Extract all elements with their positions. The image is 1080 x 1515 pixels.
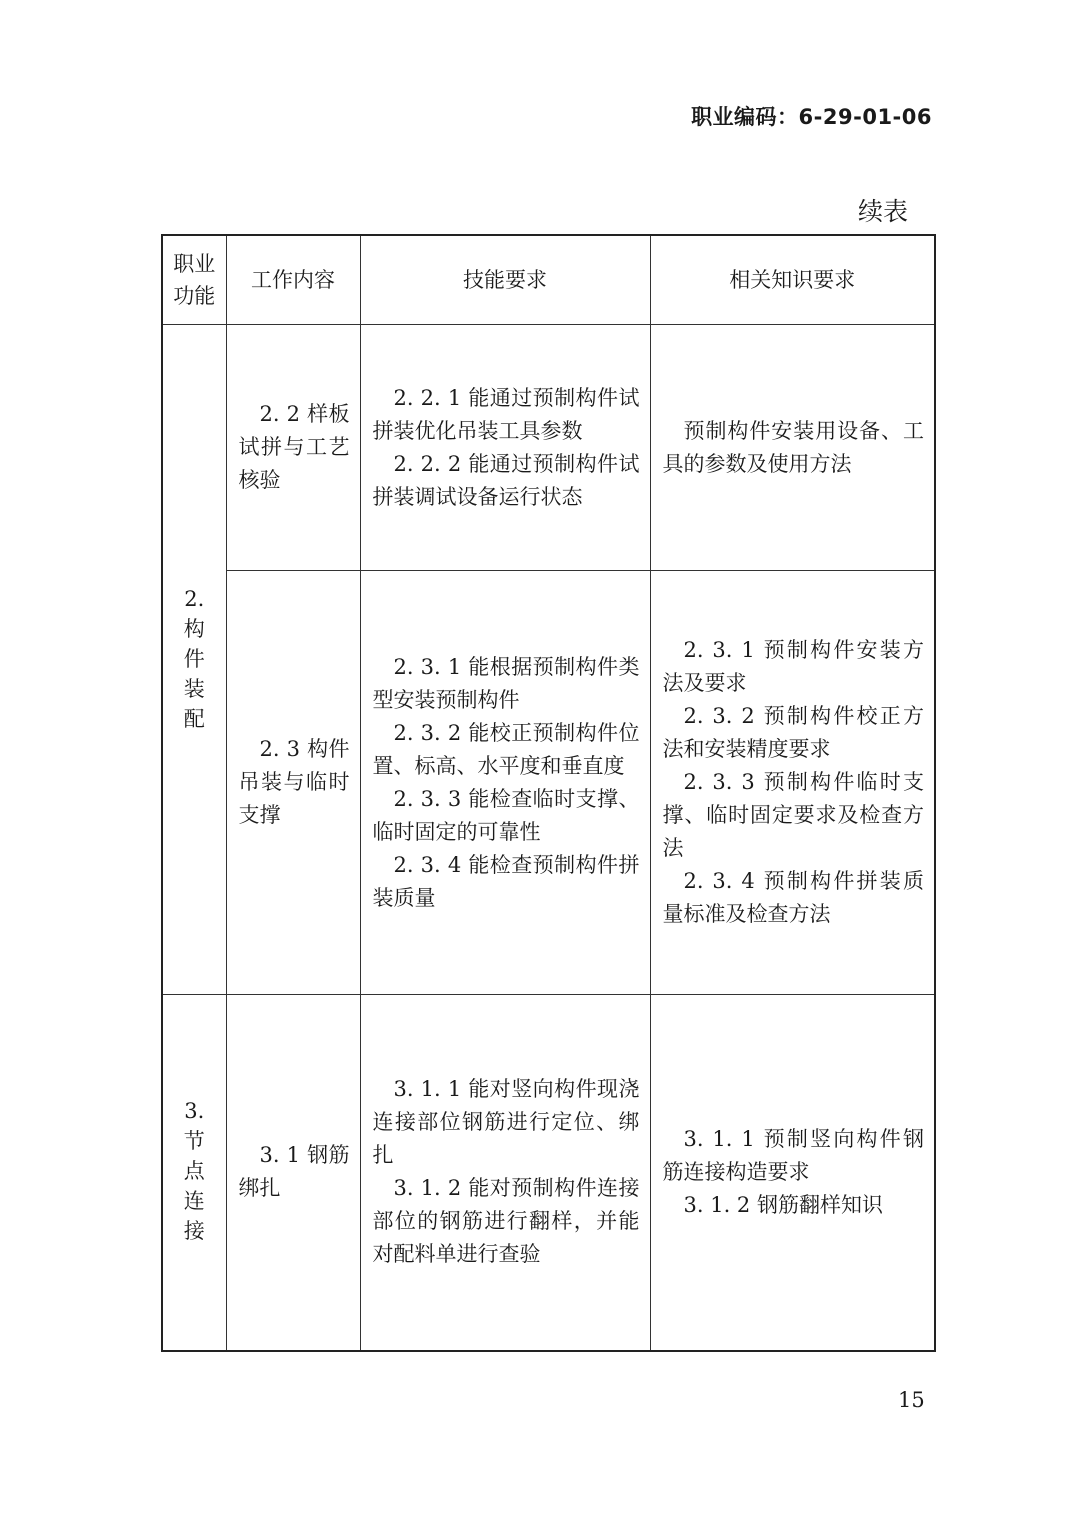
knowledge-item: 2. 3. 4 预制构件拼装质量标准及检查方法 — [662, 869, 924, 926]
content-text: 3. 1 钢筋绑扎 — [238, 1143, 350, 1201]
skills-cell — [360, 325, 650, 571]
skill-item: 3. 1. 1 能对竖向构件现浇连接部位钢筋进行定位、绑扎 — [372, 1077, 640, 1168]
skill-item: 2. 2. 2 能通过预制构件试拼装调试设备运行状态 — [372, 451, 640, 509]
skill-item: 2. 3. 2 能校正预制构件位置、标高、水平度和垂直度 — [372, 720, 640, 778]
continued-label: 续表 — [857, 197, 908, 226]
skill-item: 3. 1. 2 能对预制构件连接部位的钢筋进行翻样，并能对配料单进行查验 — [372, 1176, 640, 1267]
content-text: 2. 2 样板试拼与工艺核验 — [238, 402, 350, 492]
knowledge-item: 2. 3. 3 预制构件临时支撑、临时固定要求及检查方法 — [662, 770, 924, 860]
content-text: 2. 3 构件吊装与临时支撑 — [238, 737, 350, 827]
table-row — [162, 995, 935, 1351]
knowledge-cell — [650, 571, 935, 995]
table-header-row — [162, 235, 935, 325]
skill-item: 2. 2. 1 能通过预制构件试拼装优化吊装工具参数 — [372, 385, 640, 443]
skill-item: 2. 3. 1 能根据预制构件类型安装预制构件 — [372, 654, 640, 712]
function-cell — [162, 995, 226, 1351]
knowledge-cell — [650, 325, 935, 571]
function-label: 2. 构 件 装 配 — [183, 586, 205, 731]
knowledge-cell — [650, 995, 935, 1351]
function-label: 3. 节 点 连 接 — [183, 1099, 205, 1244]
content-cell — [226, 571, 360, 995]
header-content: 工作内容 — [226, 235, 360, 325]
knowledge-item: 预制构件安装用设备、工具的参数及使用方法 — [662, 418, 924, 476]
header-knowledge: 相关知识要求 — [650, 235, 935, 325]
content-cell — [226, 995, 360, 1351]
table-row — [162, 325, 935, 571]
skill-item: 2. 3. 3 能检查临时支撑、临时固定的可靠性 — [372, 786, 640, 844]
header-skills: 技能要求 — [360, 235, 650, 325]
knowledge-item: 2. 3. 1 预制构件安装方法及要求 — [662, 638, 924, 695]
page-number: 15 — [898, 1388, 925, 1412]
header-function — [162, 235, 226, 325]
occupation-code: 职业编码：6-29-01-06 — [691, 105, 932, 129]
knowledge-item: 3. 1. 1 预制竖向构件钢筋连接构造要求 — [662, 1126, 924, 1184]
requirements-table — [161, 234, 936, 1352]
skills-cell — [360, 995, 650, 1351]
function-cell — [162, 325, 226, 995]
skill-item: 2. 3. 4 能检查预制构件拼装质量 — [372, 852, 640, 910]
skills-cell — [360, 571, 650, 995]
knowledge-item: 3. 1. 2 钢筋翻样知识 — [683, 1192, 883, 1217]
content-cell — [226, 325, 360, 571]
header-function-label: 职业 功能 — [173, 251, 216, 308]
knowledge-item: 2. 3. 2 预制构件校正方法和安装精度要求 — [662, 704, 924, 761]
table-row — [162, 571, 935, 995]
